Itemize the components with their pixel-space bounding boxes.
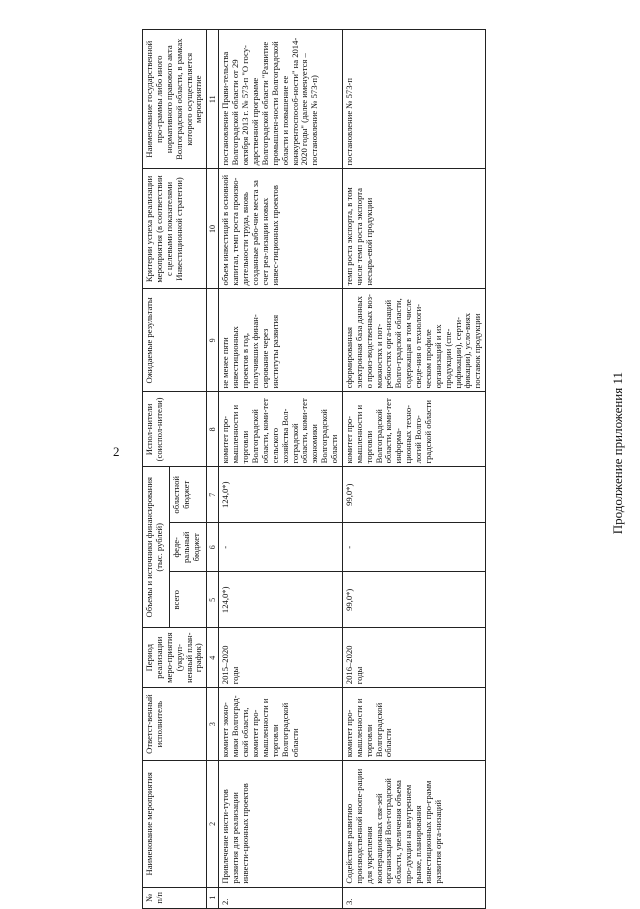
row-number: 2. (219, 887, 343, 908)
funding-total: 124,0*) (219, 572, 343, 628)
funding-regional: 124,0*) (219, 467, 343, 523)
column-number: 4 (207, 628, 219, 688)
column-number: 9 (207, 289, 219, 392)
measures-table (142, 29, 486, 909)
table-row (219, 30, 343, 909)
measure-document: постановление № 573-п (342, 30, 485, 169)
funding-regional: 99,0*) (342, 467, 485, 523)
header-row (143, 30, 170, 909)
measure-executor: комитет про-мышленности и торговли Волгоградской области (342, 688, 485, 761)
column-number: 7 (207, 467, 219, 523)
header-regional: областной бюджет (169, 467, 206, 523)
measure-period: 2016–2020 годы (342, 628, 485, 688)
header-results: Ожидаемые результаты (143, 289, 207, 392)
measure-name: Содействие развитию производственной коопе-рации для укрепления кооперационных свя-зей организаций Вол-гоградской области, увеличения объема про-дукции на внутреннем рынке, планирования инвестиционных про-грамм развития орга-низаций (342, 761, 485, 887)
table-row (342, 30, 485, 909)
measure-results: не менее пяти инвестиционных проектов в год, получивших финан-сирование через институты развития (219, 289, 343, 392)
header-period: Период реализации меро-приятия (укруп-ненный план-график) (143, 628, 207, 688)
header-name: Наименование мероприятия (143, 761, 207, 887)
column-number: 6 (207, 523, 219, 572)
measure-name: Привлечение инсти-тутов развития для реализации инвести-ционных проектов (219, 761, 343, 887)
header-criteria: Критерии успеха реализации мероприятия (в соответствии с целевыми показателями Инвестиционной стратегии) (143, 169, 207, 289)
header-doc: Наименование государственной про-граммы либо иного нормативного правового акта Волгоградской области, в рамках которого осуществляется мероприятие (143, 30, 207, 169)
continuation-title: Продолжение приложения 11 (610, 372, 625, 535)
column-number: 1 (207, 887, 219, 908)
measure-performers: комитет про-мышленности и торговли Волгоградской области, коми-тет сельского хозяйства Вол-гоградской области, коми-тет экономики Волгоградской области (219, 392, 343, 467)
measure-results: сформированная электронная база данных о произ-водственных воз-можностях и пот-ребностях орга-низаций Волго-градской области, содержащая в том числе сведе-ния о технологи-ческом профиле организаций и их продукции (спе-цификации), серти-фикации), усло-виях поставок продукции (342, 289, 485, 392)
measure-period: 2015–2020 годы (219, 628, 343, 688)
column-number: 11 (207, 30, 219, 169)
column-number: 8 (207, 392, 219, 467)
measure-executor: комитет эконо-мики Волгоград-ской области, комитет про-мышленности и торговли Волгоградской области (219, 688, 343, 761)
header-federal: феде-ральный бюджет (169, 523, 206, 572)
funding-federal: - (342, 523, 485, 572)
column-number: 5 (207, 572, 219, 628)
column-number-row (207, 30, 219, 909)
header-executor: Ответст-венный исполнитель (143, 688, 207, 761)
measure-criteria: темп роста экспорта, в том числе темп роста экспорта несырь-евой продукции (342, 169, 485, 289)
measure-performers: комитет про-мышленности и торговли Волгоградской области, коми-тет информа-ционных техно-логий Волго-градской области (342, 392, 485, 467)
header-no: № п/п (143, 887, 207, 908)
funding-total: 99,0*) (342, 572, 485, 628)
header-total: всего (169, 572, 206, 628)
column-number: 3 (207, 688, 219, 761)
funding-federal: - (219, 523, 343, 572)
rotated-table-wrapper (142, 29, 618, 909)
measure-criteria: объем инвестиций в основной капитал, темп роста произво-дительности труда, вновь созданные рабо-чие места за счет реа-лизации новых инвес-тиционных проектов (219, 169, 343, 289)
header-funding: Объемы и источники финансирования (тыс. рублей) (143, 467, 170, 628)
header-performers: Испол-нители (соиспол-нители) (143, 392, 207, 467)
column-number: 2 (207, 761, 219, 887)
measure-document: постановление Прави-тельства Волгоградской области от 29 октября 2013 г. № 573-п "О госу-дарственной программе Волгоградской области "Развитие промышлен-ности Волгоградской области и повышение ее конкурентоспособ-ности" на 2014-2020 годы" (далее именуется – постановление № 573-п) (219, 30, 343, 169)
row-number: 3. (342, 887, 485, 908)
page-number: 2 (113, 444, 120, 459)
column-number: 10 (207, 169, 219, 289)
